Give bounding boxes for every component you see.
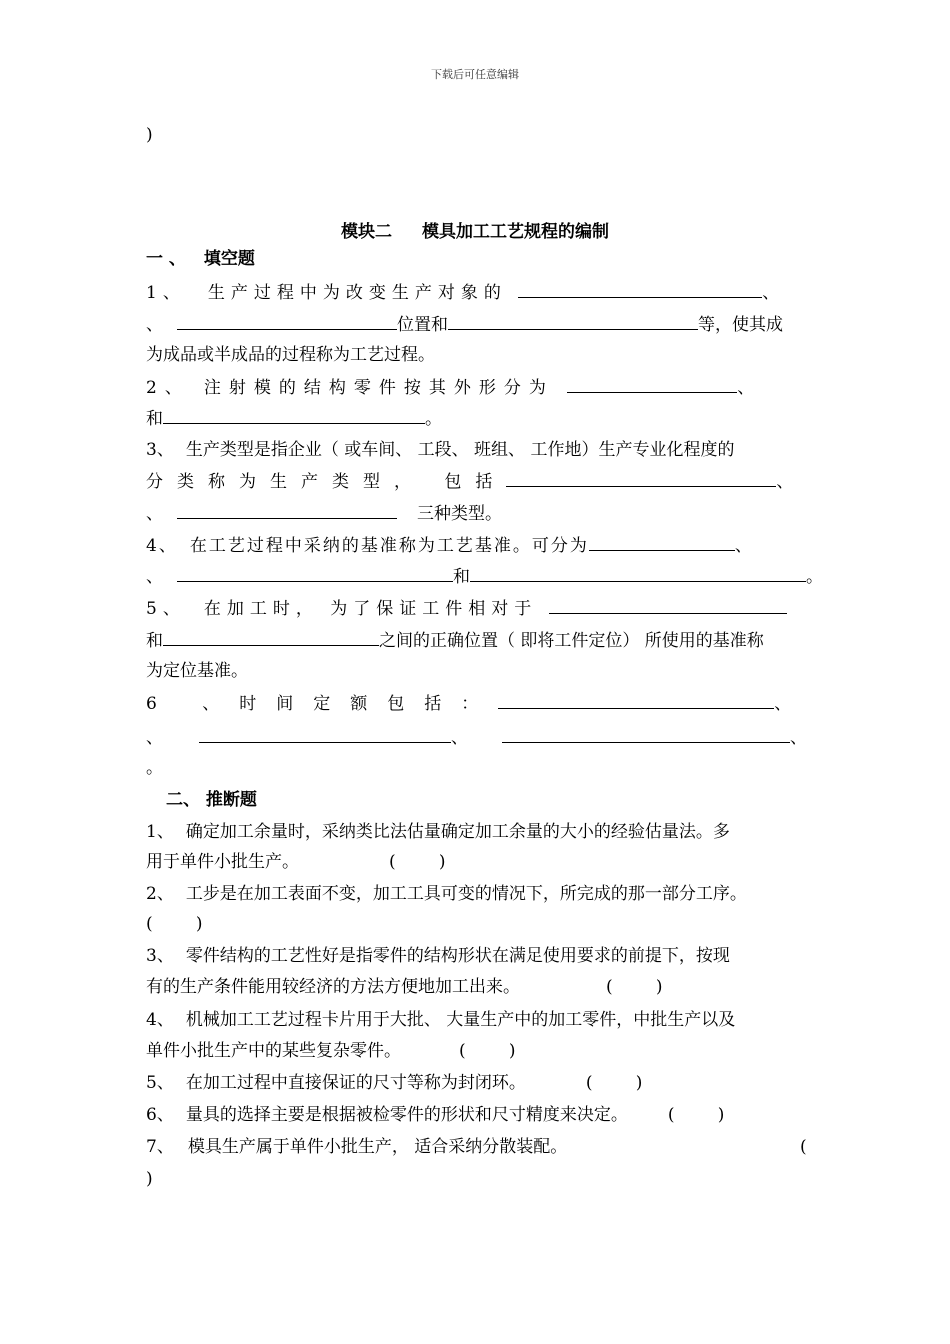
answer-paren[interactable]: ( ) [585, 1073, 643, 1093]
blank[interactable] [470, 566, 806, 582]
answer-paren[interactable]: ( ) [389, 852, 446, 872]
blank[interactable] [177, 314, 397, 330]
section2-heading: 二、 推断题 [166, 790, 257, 810]
fill-item-5-line2: 和 之间的正确位置（ 即将工件定位） 所使用的基准称 [146, 631, 764, 651]
blank[interactable] [177, 503, 397, 519]
judge-item-2-line1: 2、 工步是在加工表面不变，加工工具可变的情况下，所完成的那一部分工序。 [146, 884, 747, 904]
fill-item-4-line1: 4、 在工艺过程中采纳的基准称为工艺基准。可分为 、 [146, 536, 754, 556]
answer-paren-close[interactable]: ) [146, 1169, 153, 1189]
section1-heading-num: 一 、 [146, 249, 186, 269]
fill-item-3-line1: 3、 生产类型是指企业（ 或车间、 工段、 班组、 工作地）生产专业化程度的 [146, 440, 735, 460]
module-number: 模块二 [341, 222, 392, 242]
answer-paren[interactable]: ( ) [606, 977, 663, 997]
judge-item-7: 7、 模具生产属于单件小批生产， 适合采纳分散装配。 [146, 1137, 568, 1157]
fill-item-6-line1: 6 、时间定额包括： 、 [146, 694, 812, 714]
answer-paren[interactable]: ( ) [667, 1105, 725, 1125]
fill-item-3-line3: 、 三种类型。 [146, 504, 502, 524]
fill-item-6-line3: 。 [146, 758, 163, 778]
answer-paren[interactable]: ( ) [146, 914, 203, 934]
judge-item-3-line2: 有的生产条件能用较经济的方法方便地加工出来。 ( ) [146, 977, 663, 997]
judge-item-3-line1: 3、 零件结构的工艺性好是指零件的结构形状在满足使用要求的前提下，按现 [146, 946, 730, 966]
judge-item-1-line2: 用于单件小批生产。 ( ) [146, 852, 446, 872]
fill-item-2-line2: 和 。 [146, 409, 442, 429]
fill-item-5-line1: 5、 在加工时， 为了保证工件相对于 [146, 598, 787, 619]
judge-item-4-line1: 4、 机械加工工艺过程卡片用于大批、 大量生产中的加工零件，中批生产以及 [146, 1010, 736, 1030]
section1-heading [146, 249, 255, 269]
fill-item-1-line2: 、 位置和 等，使其成 [146, 315, 783, 335]
answer-paren-open[interactable]: ( [800, 1137, 807, 1157]
fill-item-1-line3: 为成品或半成品的过程称为工艺过程。 [146, 345, 435, 365]
judge-item-1-line1: 1、 确定加工余量时，采纳类比法估量确定加工余量的大小的经验估量法。多 [146, 822, 730, 842]
blank[interactable] [163, 630, 379, 646]
blank[interactable] [498, 693, 774, 709]
module-title [0, 217, 950, 242]
blank[interactable] [448, 314, 698, 330]
fill-item-4-line2: 、 和 。 [146, 567, 823, 587]
blank[interactable] [518, 282, 762, 298]
section1-heading-text: 填空题 [203, 249, 255, 269]
fill-item-2-line1: 2、 注射模的结构零件按其外形分为 、 [146, 378, 763, 398]
fill-item-5-line3: 为定位基准。 [146, 661, 248, 681]
blank[interactable] [549, 598, 787, 614]
page-header: 下载后可任意编辑 [431, 68, 519, 81]
judge-item-5: 5、 在加工过程中直接保证的尺寸等称为封闭环。 ( ) [146, 1073, 643, 1093]
blank[interactable] [177, 566, 453, 582]
blank[interactable] [199, 727, 451, 743]
fill-item-6-line2: 、 、 、 [146, 728, 807, 748]
judge-item-6: 6、 量具的选择主要是根据被检零件的形状和尺寸精度来决定。 ( ) [146, 1105, 725, 1125]
judge-item-4-line2: 单件小批生产中的某些复杂零件。 ( ) [146, 1041, 516, 1061]
leading-paren: ) [146, 125, 153, 145]
fill-item-3-line2: 分类称为生产类型， 包括 、 [146, 472, 808, 492]
judge-item-2-line2 [146, 914, 203, 934]
blank[interactable] [567, 377, 737, 393]
fill-item-1-line1: 1、 生产过程中为改变生产对象的 、 [146, 283, 786, 303]
module-name: 模具加工工艺规程的编制 [422, 222, 609, 242]
answer-paren[interactable]: ( ) [459, 1041, 516, 1061]
blank[interactable] [163, 408, 425, 424]
blank[interactable] [502, 727, 790, 743]
blank[interactable] [589, 535, 735, 551]
blank[interactable] [506, 471, 776, 487]
